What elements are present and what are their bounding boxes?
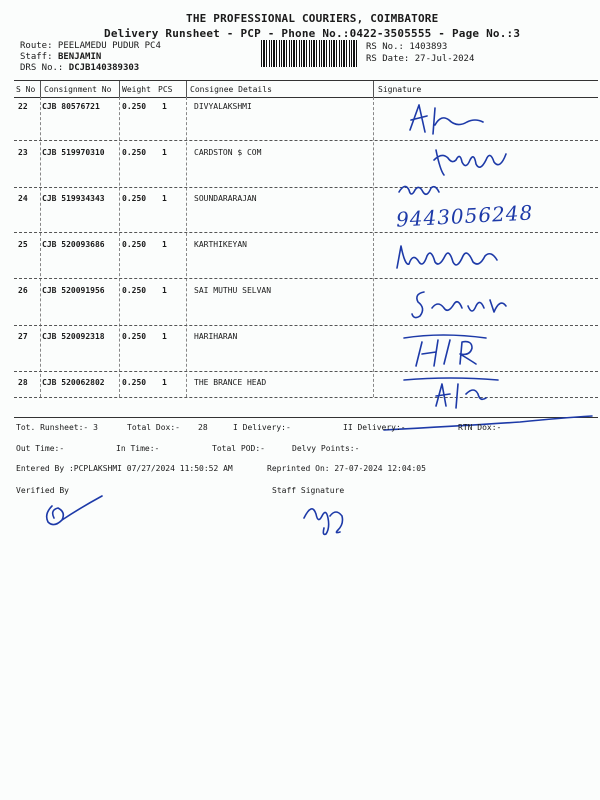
row-consignee: SOUNDARARAJAN [194, 194, 257, 203]
signature-row-26 [410, 286, 520, 324]
row-divider [14, 187, 598, 188]
signature-row-28 [400, 376, 510, 412]
col-divider [119, 81, 120, 97]
staff-signature-label: Staff Signature [272, 486, 345, 495]
drs-number: DCJB140389303 [68, 63, 140, 73]
handwritten-phone: 9443056248 [395, 200, 534, 232]
col-divider [373, 81, 374, 97]
row-weight: 0.250 [122, 148, 147, 157]
col-divider [373, 97, 374, 397]
row-sno: 23 [18, 148, 28, 157]
reprinted-on: Reprinted On: 27-07-2024 12:04:05 [267, 464, 426, 473]
row-consignment: CJB 520062802 [42, 378, 105, 387]
row-consignee: KARTHIKEYAN [194, 240, 247, 249]
table-top-rule [14, 80, 598, 81]
total-dox-value: 28 [198, 423, 208, 432]
row-sno: 25 [18, 240, 28, 249]
row-weight: 0.250 [122, 194, 147, 203]
col-divider [119, 97, 120, 397]
row-weight: 0.250 [122, 286, 147, 295]
total-pod: Total POD:- [212, 444, 265, 453]
entered-by: Entered By :PCPLAKSHMI 07/27/2024 11:50:52 AM [16, 464, 233, 473]
col-header-weight: Weight [122, 85, 151, 94]
drs-label: DRS No.: [20, 63, 64, 73]
tot-runsheet: Tot. Runsheet:- 3 [16, 423, 98, 432]
signature-row-23 [430, 140, 520, 180]
col-header-sno: S No [16, 85, 36, 94]
row-pcs: 1 [162, 332, 167, 341]
rs-date: RS Date: 27-Jul-2024 [366, 54, 475, 64]
row-consignee: CARDSTON $ COM [194, 148, 262, 157]
row-sno: 24 [18, 194, 28, 203]
row-consignee: HARIHARAN [194, 332, 238, 341]
rtn-dox: RTN Dox:- [458, 423, 502, 432]
barcode [261, 40, 357, 67]
row-consignment: CJB 520093686 [42, 240, 105, 249]
col-header-signature: Signature [378, 85, 422, 94]
verified-by-label: Verified By [16, 486, 69, 495]
staff-name: BENJAMIN [57, 52, 102, 62]
i-delivery: I Delivery:- [233, 423, 291, 432]
row-consignment: CJB 519970310 [42, 148, 105, 157]
row-sno: 28 [18, 378, 28, 387]
row-pcs: 1 [162, 148, 167, 157]
staff-row [20, 52, 101, 62]
row-pcs: 1 [162, 286, 167, 295]
company-title: THE PROFESSIONAL COURIERS, COIMBATORE [186, 12, 439, 25]
row-weight: 0.250 [122, 378, 147, 387]
row-pcs: 1 [162, 102, 167, 111]
total-dox-label: Total Dox:- [127, 423, 180, 432]
row-divider [14, 371, 598, 372]
signature-row-27 [402, 330, 492, 370]
row-weight: 0.250 [122, 240, 147, 249]
delvy-points: Delvy Points:- [292, 444, 360, 453]
rs-number: RS No.: 1403893 [366, 42, 448, 52]
signature-row-25 [393, 238, 503, 276]
in-time: In Time:- [116, 444, 160, 453]
col-header-consignee: Consignee Details [190, 85, 272, 94]
row-weight: 0.250 [122, 332, 147, 341]
signature-row-24 [395, 180, 445, 205]
verified-by-signature [40, 492, 110, 532]
row-pcs: 1 [162, 240, 167, 249]
runsheet-subtitle: Delivery Runsheet - PCP - Phone No.:0422-3505555 - Page No.:3 [104, 27, 521, 40]
col-divider [40, 97, 41, 397]
row-sno: 22 [18, 102, 28, 111]
row-divider [14, 232, 598, 233]
out-time: Out Time:- [16, 444, 65, 453]
col-divider [186, 97, 187, 397]
row-pcs: 1 [162, 194, 167, 203]
staff-label: Staff: [20, 52, 53, 62]
signature-row-22 [405, 100, 485, 140]
row-sno: 26 [18, 286, 28, 295]
row-consignment: CJB 520092318 [42, 332, 105, 341]
row-divider [14, 325, 598, 326]
col-header-pcs: PCS [158, 85, 173, 94]
drs-row [20, 63, 139, 73]
table-header-rule [14, 97, 598, 98]
staff-signature [298, 496, 358, 538]
row-sno: 27 [18, 332, 28, 341]
row-consignment: CJB 519934343 [42, 194, 105, 203]
row-consignment: CJB 80576721 [42, 102, 100, 111]
row-consignment: CJB 520091956 [42, 286, 105, 295]
row-pcs: 1 [162, 378, 167, 387]
route-label: Route: PEELAMEDU PUDUR PC4 [20, 41, 161, 51]
row-consignee: DIVYALAKSHMI [194, 102, 252, 111]
row-consignee: THE BRANCE HEAD [194, 378, 267, 387]
col-divider [186, 81, 187, 97]
row-weight: 0.250 [122, 102, 147, 111]
ii-delivery: II Delivery:- [343, 423, 406, 432]
row-consignee: SAI MUTHU SELVAN [194, 286, 272, 295]
col-header-consignment: Consignment No [44, 85, 112, 94]
col-divider [40, 81, 41, 97]
row-divider [14, 278, 598, 279]
row-divider [14, 397, 598, 398]
